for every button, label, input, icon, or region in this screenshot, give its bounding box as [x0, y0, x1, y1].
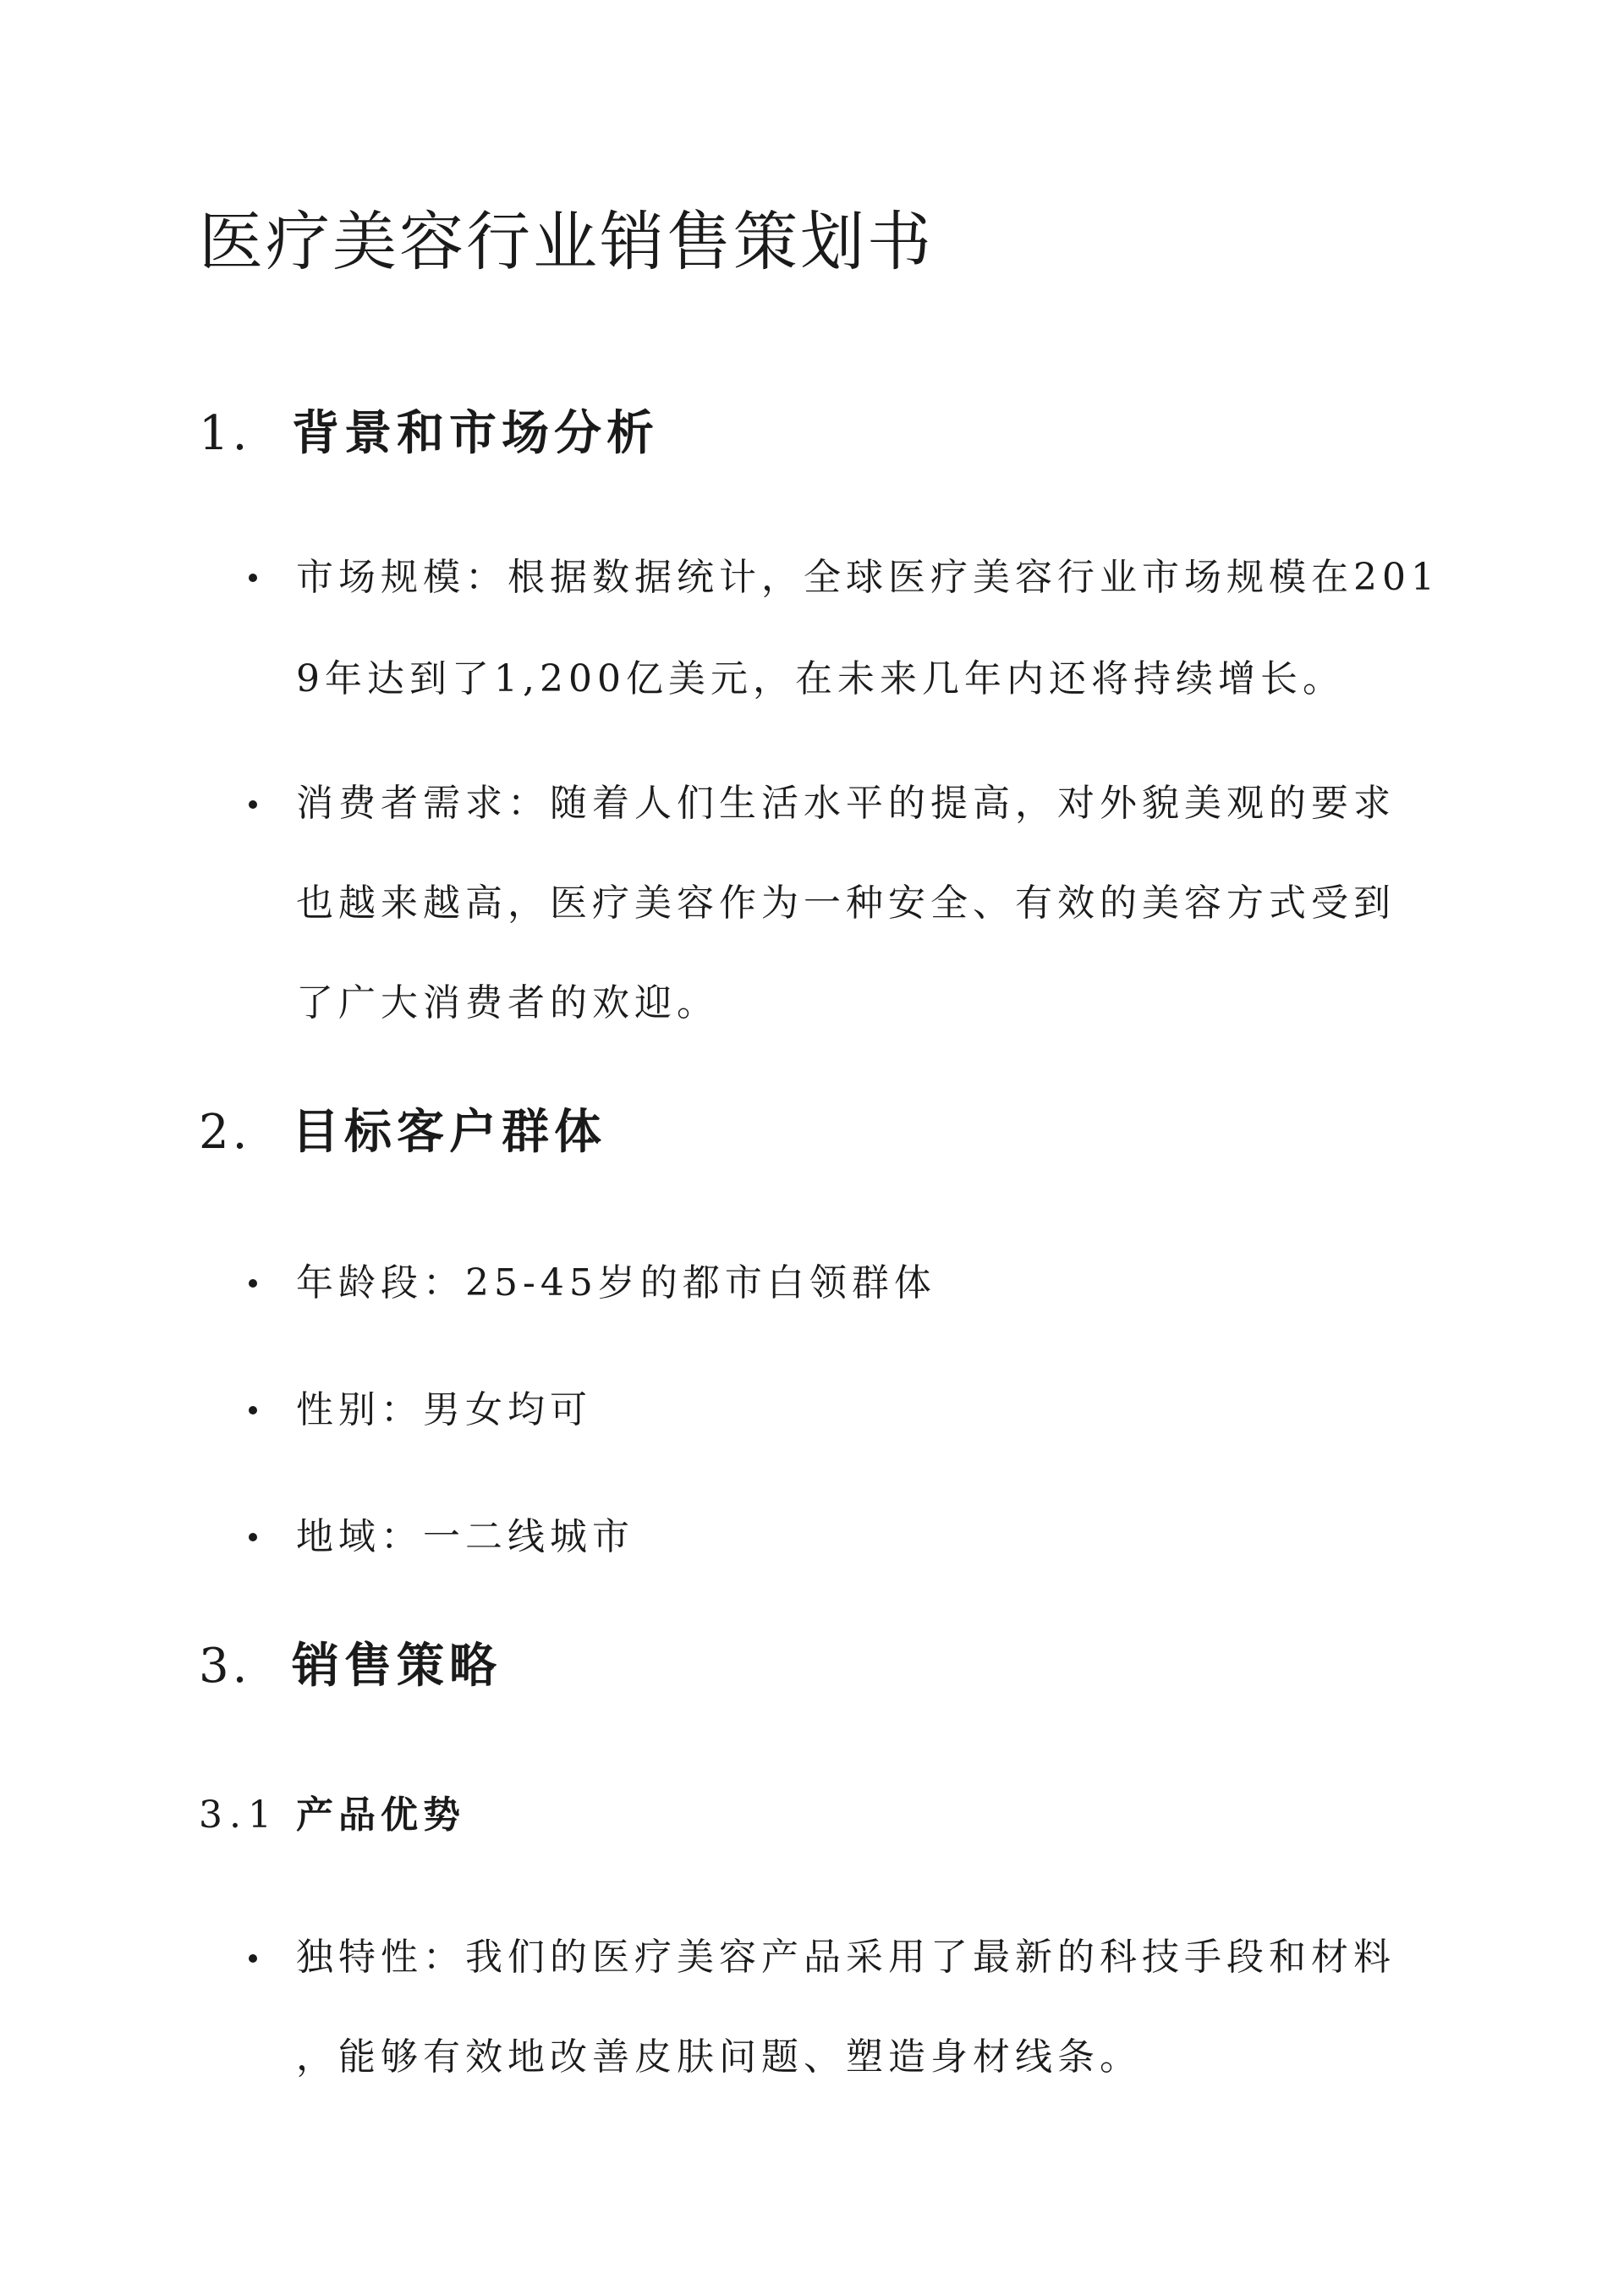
document-title: 医疗美容行业销售策划书: [199, 204, 934, 279]
section-number: 2.: [199, 1105, 251, 1160]
subsection-title: 产品优势: [296, 1793, 465, 1837]
text-line: 了广大消费者的欢迎。: [296, 981, 719, 1024]
section-title: 背景和市场分析: [292, 405, 659, 461]
bullet-icon: [249, 574, 257, 582]
text-line: 年龄段：25-45岁的都市白领群体: [296, 1261, 936, 1305]
section-title: 销售策略: [292, 1638, 502, 1694]
list-item-text: [296, 1359, 592, 1461]
section-title: 目标客户群体: [292, 1104, 606, 1160]
text-line: 地域：一二线城市: [296, 1515, 634, 1558]
section-heading-2: [199, 1098, 606, 1167]
section-heading-3: [199, 1632, 502, 1700]
bullet-icon: [249, 1406, 257, 1414]
text-line: 独特性：我们的医疗美容产品采用了最新的科技手段和材料: [296, 1936, 1396, 1979]
text-line: 市场规模：根据数据统计，全球医疗美容行业市场规模在201: [296, 556, 1440, 599]
subsection-number: 3.1: [199, 1793, 278, 1837]
text-line: 性别：男女均可: [296, 1388, 592, 1431]
subsection-heading-3-1: [199, 1788, 465, 1843]
bullet-icon: [249, 1533, 257, 1541]
bullet-icon: [249, 1954, 257, 1963]
list-item-text: [296, 1908, 1396, 2107]
text-line: ，能够有效地改善皮肤问题、塑造身材线条。: [296, 2035, 1142, 2079]
list-item-text: [296, 1486, 634, 1588]
list-item-text: [296, 1233, 936, 1334]
list-item-text: [296, 527, 1440, 730]
text-line: 也越来越高，医疗美容作为一种安全、有效的美容方式受到: [296, 882, 1396, 925]
bullet-icon: [249, 800, 257, 809]
text-line: 9年达到了1,200亿美元，在未来几年内还将持续增长。: [296, 657, 1345, 700]
section-number: 3.: [199, 1639, 251, 1694]
section-heading-1: [199, 399, 659, 468]
section-number: 1.: [199, 406, 251, 461]
bullet-icon: [249, 1279, 257, 1288]
text-line: 消费者需求：随着人们生活水平的提高，对外貌美观的要求: [296, 782, 1396, 825]
list-item-text: [296, 754, 1396, 1053]
